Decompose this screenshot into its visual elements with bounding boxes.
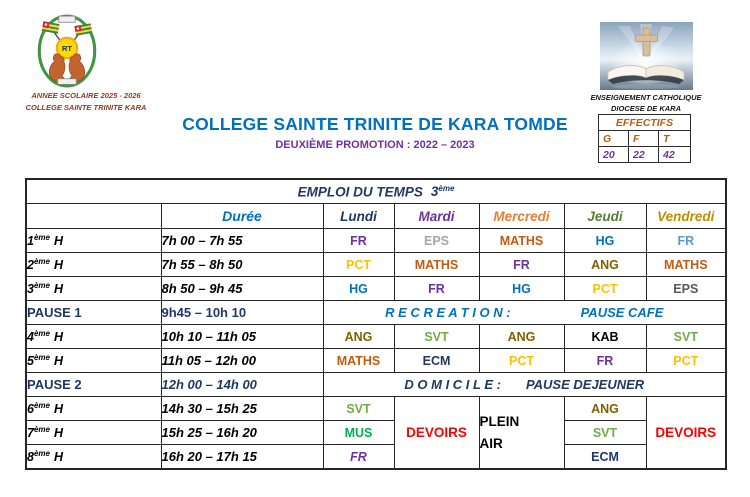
- day-header-lundi: Lundi: [323, 204, 394, 229]
- catholic-line2: DIOCESE DE KARA: [610, 104, 681, 114]
- table-row: [26, 349, 726, 373]
- period-label: 1ème H: [26, 229, 161, 253]
- effectifs-col-f: F: [629, 131, 659, 147]
- subject-cell: SVT: [394, 325, 479, 349]
- period-time: 14h 30 – 15h 25: [161, 397, 323, 421]
- subject-cell: ANG: [564, 253, 646, 277]
- subject-cell: PCT: [564, 277, 646, 301]
- pause2-time: 12h 00 – 14h 00: [161, 373, 323, 397]
- period-time: 11h 05 – 12h 00: [161, 349, 323, 373]
- subject-cell: FR: [479, 253, 564, 277]
- day-header-jeudi: Jeudi: [564, 204, 646, 229]
- subject-cell: KAB: [564, 325, 646, 349]
- timetable-header-row: [26, 204, 726, 229]
- page-title: COLLEGE SAINTE TRINITE DE KARA TOMDE: [182, 114, 568, 134]
- table-row: [26, 421, 726, 445]
- table-row: [26, 325, 726, 349]
- timetable-title-row: [26, 179, 726, 204]
- effectifs-title: EFFECTIFS: [599, 115, 691, 131]
- subject-cell: FR: [564, 349, 646, 373]
- period-label: 6ème H: [26, 397, 161, 421]
- subject-cell: SVT: [646, 325, 726, 349]
- subject-cell: SVT: [564, 421, 646, 445]
- period-time: 8h 50 – 9h 45: [161, 277, 323, 301]
- subject-cell: SVT: [323, 397, 394, 421]
- subject-cell: PCT: [323, 253, 394, 277]
- subject-cell: FR: [323, 445, 394, 470]
- period-label: 4ème H: [26, 325, 161, 349]
- period-time: 16h 20 – 17h 15: [161, 445, 323, 470]
- corner-cell: [26, 204, 161, 229]
- subject-cell: HG: [564, 229, 646, 253]
- effectifs-table: [598, 114, 691, 163]
- period-time: 7h 55 – 8h 50: [161, 253, 323, 277]
- duree-header: Durée: [161, 204, 323, 229]
- table-row: [26, 229, 726, 253]
- effectifs-col-t: T: [659, 131, 691, 147]
- period-time: 7h 00 – 7h 55: [161, 229, 323, 253]
- recreation-banner: R E C R E A T I O N : PAUSE CAFE: [323, 301, 726, 325]
- day-header-mercredi: Mercredi: [479, 204, 564, 229]
- period-label: 7ème H: [26, 421, 161, 445]
- catholic-caption: [570, 92, 722, 115]
- effectifs-col-g: G: [599, 131, 629, 147]
- catholic-line1: ENSEIGNEMENT CATHOLIQUE: [590, 93, 702, 102]
- timetable: [25, 178, 727, 470]
- table-row: [599, 147, 691, 163]
- subject-cell: PCT: [646, 349, 726, 373]
- devoirs-mardi-cell: DEVOIRS: [394, 397, 479, 470]
- plein-air-cell: PLEIN AIR: [479, 397, 564, 470]
- timetable-title: EMPLOI DU TEMPS 3ème: [26, 179, 726, 204]
- school-caption: [4, 90, 168, 113]
- effectifs-val-t: 42: [659, 147, 691, 163]
- subject-cell: FR: [646, 229, 726, 253]
- subject-cell: FR: [394, 277, 479, 301]
- pause1-row: [26, 301, 726, 325]
- crest-rt-monogram: RT: [61, 44, 73, 54]
- period-label: 2ème H: [26, 253, 161, 277]
- pause2-label: PAUSE 2: [26, 373, 161, 397]
- catholic-education-logo: [600, 22, 693, 90]
- subject-cell: MATHS: [323, 349, 394, 373]
- domicile-banner: D O M I C I L E : PAUSE DEJEUNER: [323, 373, 726, 397]
- page-subtitle: DEUXIÈME PROMOTION : 2022 – 2023: [275, 139, 475, 151]
- subject-cell: ANG: [564, 397, 646, 421]
- day-header-mardi: Mardi: [394, 204, 479, 229]
- table-row: [26, 277, 726, 301]
- period-time: 15h 25 – 16h 20: [161, 421, 323, 445]
- period-label: 8ème H: [26, 445, 161, 470]
- subject-cell: EPS: [646, 277, 726, 301]
- subject-cell: MATHS: [479, 229, 564, 253]
- subject-cell: MATHS: [646, 253, 726, 277]
- effectifs-val-f: 22: [629, 147, 659, 163]
- pause1-label: PAUSE 1: [26, 301, 161, 325]
- subject-cell: FR: [323, 229, 394, 253]
- open-book-icon: [608, 66, 684, 89]
- effectifs-val-g: 20: [599, 147, 629, 163]
- school-name-line: COLLEGE SAINTE TRINITE KARA: [25, 102, 147, 112]
- school-crest-logo: [36, 11, 98, 89]
- subject-cell: HG: [479, 277, 564, 301]
- subject-cell: PCT: [479, 349, 564, 373]
- subject-cell: HG: [323, 277, 394, 301]
- table-row: [599, 131, 691, 147]
- subject-cell: ECM: [564, 445, 646, 470]
- subject-cell: ECM: [394, 349, 479, 373]
- subject-cell: MATHS: [394, 253, 479, 277]
- subject-cell: EPS: [394, 229, 479, 253]
- pause1-time: 9h45 – 10h 10: [161, 301, 323, 325]
- devoirs-vendredi-cell: DEVOIRS: [646, 397, 726, 470]
- table-row: [26, 397, 726, 421]
- subject-cell: ANG: [323, 325, 394, 349]
- period-time: 10h 10 – 11h 05: [161, 325, 323, 349]
- subject-cell: ANG: [479, 325, 564, 349]
- day-header-vendredi: Vendredi: [646, 204, 726, 229]
- table-row: [26, 445, 726, 470]
- subject-cell: MUS: [323, 421, 394, 445]
- school-year-line: ANNEE SCOLAIRE 2025 - 2026: [31, 91, 141, 100]
- period-label: 3ème H: [26, 277, 161, 301]
- pause2-row: [26, 373, 726, 397]
- period-label: 5ème H: [26, 349, 161, 373]
- table-row: [26, 253, 726, 277]
